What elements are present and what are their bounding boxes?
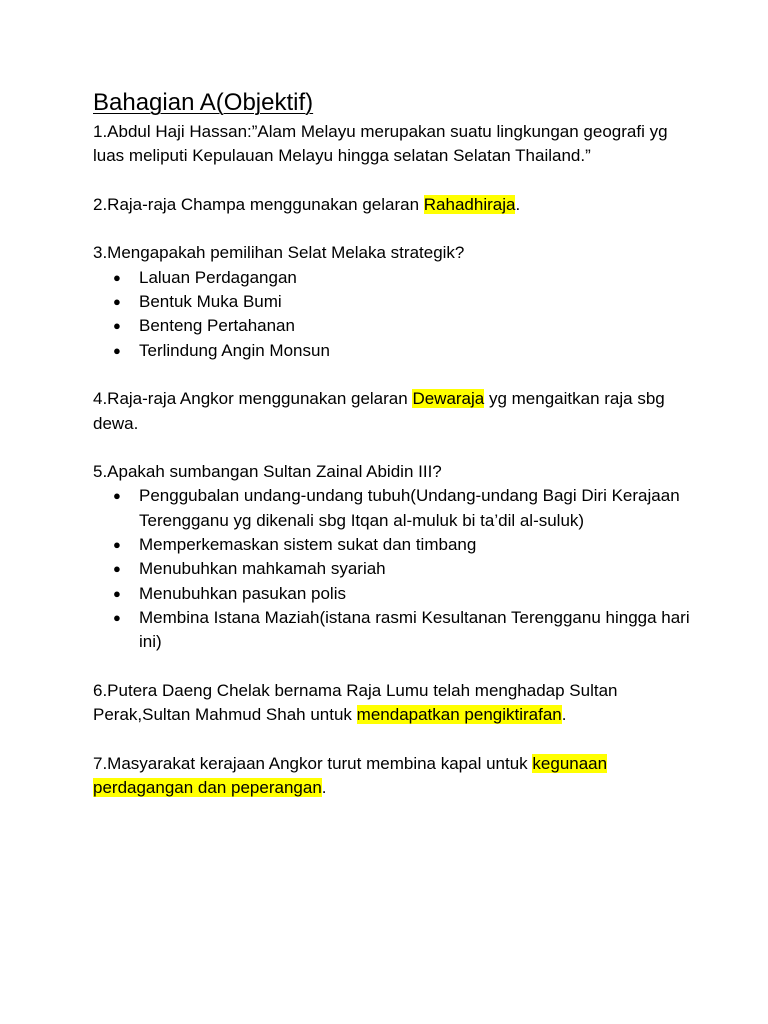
list-item-text: Terlindung Angin Monsun [139, 340, 330, 360]
list-item-text: Menubuhkan pasukan polis [139, 583, 346, 603]
spacer [93, 217, 693, 241]
spacer [93, 169, 693, 193]
spacer [93, 363, 693, 387]
list-item [93, 314, 693, 338]
spacer [93, 436, 693, 460]
bullet-icon: ● [113, 294, 121, 310]
question-5: 5.Apakah sumbangan Sultan Zainal Abidin III? [93, 462, 442, 482]
question-7 [93, 752, 693, 801]
question-3: 3.Mengapakah pemilihan Selat Melaka strategik? [93, 243, 465, 263]
spacer [93, 655, 693, 679]
document-page [93, 86, 693, 800]
question-2 [93, 193, 693, 217]
bullet-icon: ● [113, 342, 121, 358]
question-6-end: . [561, 705, 567, 725]
question-4 [93, 387, 693, 436]
list-item-text: Bentuk Muka Bumi [139, 292, 282, 312]
bullet-icon: ● [113, 561, 121, 577]
list-item-text: Memperkemaskan sistem sukat dan timbang [139, 535, 477, 555]
list-item [93, 582, 693, 606]
question-2-end: . [515, 194, 521, 214]
list-item-text: Membina Istana Maziah(istana rasmi Kesultanan Terengganu hingga hari ini) [139, 607, 690, 652]
bullet-icon: ● [113, 537, 121, 553]
list-item-text: Penggubalan undang-undang tubuh(Undang-undang Bagi Diri Kerajaan Terengganu yg dikenali sbg Itqan al-muluk bi ta’dil al-suluk) [139, 486, 680, 530]
list-item [93, 266, 693, 290]
question-4-text: 4.Raja-raja Angkor menggunakan gelaran [93, 389, 413, 409]
bullet-icon: ● [113, 609, 121, 625]
page-title: Bahagian A(Objektif) [93, 89, 314, 116]
list-item [93, 339, 693, 363]
question-5-list [93, 484, 693, 654]
list-item-text: Menubuhkan mahkamah syariah [139, 559, 386, 579]
question-6 [93, 679, 693, 728]
question-7-end: . [321, 778, 327, 798]
question-3-list [93, 266, 693, 363]
spacer [93, 727, 693, 751]
question-6-text: 6.Putera Daeng Chelak bernama Raja Lumu telah menghadap Sultan Perak,Sultan Mahmud Shah untuk [93, 680, 618, 725]
list-item-text: Laluan Perdagangan [139, 267, 297, 287]
list-item [93, 606, 693, 655]
question-1: 1.Abdul Haji Hassan:”Alam Melayu merupakan suatu lingkungan geografi yg luas meliputi Kepulauan Melayu hingga selatan Selatan Thailand.” [93, 122, 668, 166]
question-4-end: yg mengaitkan raja sbg dewa. [93, 389, 665, 433]
list-item [93, 557, 693, 581]
bullet-icon: ● [113, 269, 121, 285]
bullet-icon: ● [113, 488, 121, 504]
question-2-text: 2.Raja-raja Champa menggunakan gelaran [93, 194, 424, 214]
bullet-icon: ● [113, 585, 121, 601]
question-2-highlight: Rahadhiraja [423, 194, 516, 214]
list-item-text: Benteng Pertahanan [139, 316, 295, 336]
list-item [93, 290, 693, 314]
question-7-highlight: kegunaan perdagangan dan peperangan [93, 753, 608, 798]
question-6-highlight: mendapatkan pengiktirafan [356, 705, 562, 725]
list-item [93, 533, 693, 557]
question-4-highlight: Dewaraja [412, 389, 485, 409]
list-item [93, 484, 693, 533]
question-7-text: 7.Masyarakat kerajaan Angkor turut membina kapal untuk [93, 753, 533, 773]
bullet-icon: ● [113, 318, 121, 334]
